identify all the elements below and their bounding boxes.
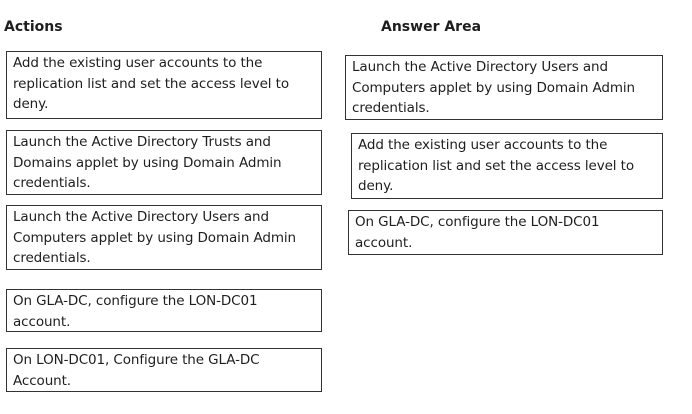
action-item-launch-users-computers-applet[interactable]: Launch the Active Directory Users and Computers applet by using Domain Admin credentials.: [6, 205, 322, 270]
answer-item-add-user-accounts[interactable]: Add the existing user accounts to the replication list and set the access level to deny.: [351, 133, 663, 199]
action-item-lon-dc01-configure[interactable]: On LON-DC01, Configure the GLA-DC Account.: [6, 348, 322, 392]
actions-heading: Actions: [4, 19, 63, 35]
answer-item-launch-users-computers-applet[interactable]: Launch the Active Directory Users and Computers applet by using Domain Admin credentials.: [345, 55, 663, 120]
answer-item-gla-dc-configure[interactable]: On GLA-DC, configure the LON-DC01 account.: [348, 210, 663, 255]
answer-area-heading: Answer Area: [381, 19, 482, 35]
action-item-gla-dc-configure[interactable]: On GLA-DC, configure the LON-DC01 account.: [6, 289, 322, 332]
action-item-launch-trusts-applet[interactable]: Launch the Active Directory Trusts and Domains applet by using Domain Admin credentials.: [6, 130, 322, 195]
action-item-add-user-accounts[interactable]: Add the existing user accounts to the replication list and set the access level to deny.: [6, 51, 322, 119]
